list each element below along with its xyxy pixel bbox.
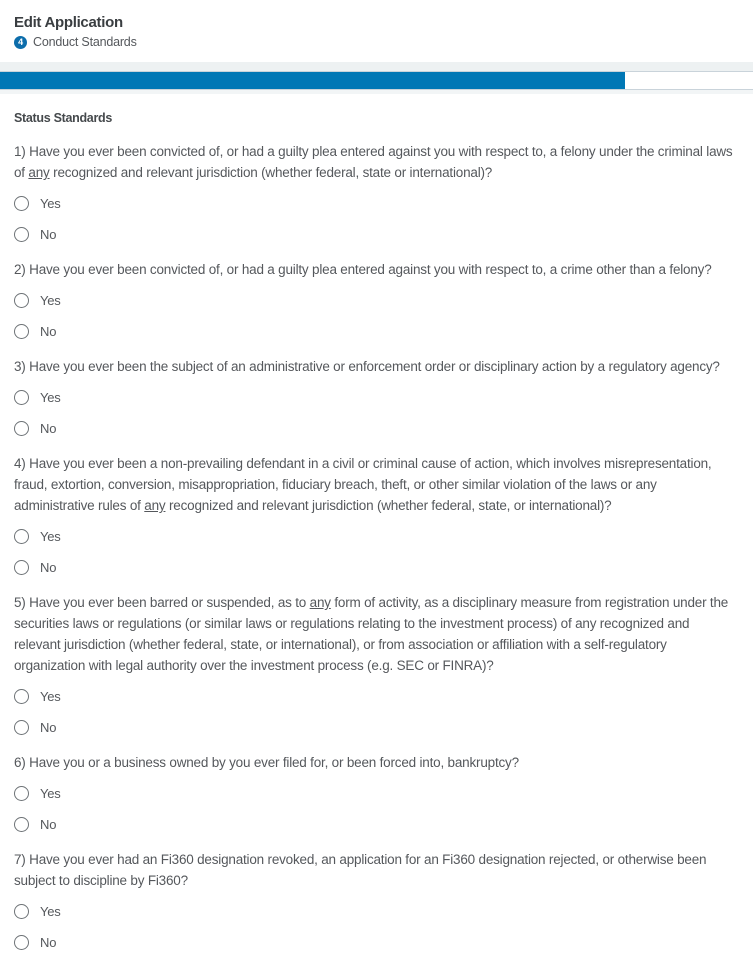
radio-option-yes[interactable] (14, 688, 61, 705)
radio-label: Yes (40, 196, 61, 211)
header-divider-band (0, 62, 753, 71)
question-block-4 (14, 453, 739, 576)
radio-label: No (40, 720, 57, 735)
question-text: 3) Have you ever been the subject of an administrative or enforcement order or disciplinary action by a regulatory agency? (14, 359, 720, 374)
radio-option-yes[interactable] (14, 389, 61, 406)
radio-option-yes[interactable] (14, 903, 61, 920)
question-text: 4) Have you ever been a non-prevailing defendant in a civil or criminal cause of action, which involves misrepresentation, fraud, extortion, conversion, misappropriation, fiduciary breach, theft, or other similar violation of the laws or any administrative rules of any recognized and relevant jurisdiction (whether federal, state, or international)? (14, 456, 712, 513)
radio-label: Yes (40, 293, 61, 308)
radio-button-icon[interactable] (14, 324, 29, 339)
question-block-3 (14, 356, 739, 437)
progress-fill (0, 72, 625, 89)
radio-button-icon[interactable] (14, 421, 29, 436)
radio-label: No (40, 560, 57, 575)
question-text: 5) Have you ever been barred or suspended, as to any form of activity, as a disciplinary measure from registration under the securities laws or regulations (or similar laws or regulations relating to the investment process) of any recognized and relevant jurisdiction (whether federal, state, or international), or from association or affiliation with a self-regulatory organization with legal authority over the investment process (e.g. SEC or FINRA)? (14, 595, 729, 673)
radio-button-icon[interactable] (14, 293, 29, 308)
questions-list (14, 141, 739, 951)
question-text: 1) Have you ever been convicted of, or had a guilty plea entered against you with respect to, a felony under the criminal laws of any recognized and relevant jurisdiction (whether federal, state or international)? (14, 144, 733, 180)
radio-label: No (40, 421, 57, 436)
section-title: Status Standards (14, 111, 113, 125)
radio-option-no[interactable] (14, 226, 56, 243)
radio-label: Yes (40, 786, 61, 801)
question-text: 6) Have you or a business owned by you ever filed for, or been forced into, bankruptcy? (14, 755, 519, 770)
page-header (0, 0, 753, 62)
progress-divider-band (0, 90, 753, 94)
page-title: Edit Application (14, 14, 123, 31)
step-number-icon: 4 (14, 36, 27, 49)
question-block-2 (14, 259, 739, 340)
question-block-6 (14, 752, 739, 833)
radio-option-yes[interactable] (14, 292, 61, 309)
radio-button-icon[interactable] (14, 904, 29, 919)
radio-button-icon[interactable] (14, 529, 29, 544)
radio-option-no[interactable] (14, 816, 56, 833)
radio-option-no[interactable] (14, 323, 56, 340)
question-text: 2) Have you ever been convicted of, or had a guilty plea entered against you with respect to, a crime other than a felony? (14, 262, 712, 277)
radio-option-yes[interactable] (14, 528, 61, 545)
step-label: Conduct Standards (33, 35, 137, 49)
progress-bar (0, 71, 753, 90)
question-text: 7) Have you ever had an Fi360 designation revoked, an application for an Fi360 designation rejected, or otherwise been subject to discipline by Fi360? (14, 852, 707, 888)
radio-button-icon[interactable] (14, 560, 29, 575)
radio-button-icon[interactable] (14, 720, 29, 735)
question-block-5 (14, 592, 739, 736)
radio-label: No (40, 817, 57, 832)
radio-button-icon[interactable] (14, 817, 29, 832)
radio-option-yes[interactable] (14, 785, 61, 802)
radio-button-icon[interactable] (14, 689, 29, 704)
radio-option-no[interactable] (14, 559, 56, 576)
radio-label: Yes (40, 390, 61, 405)
radio-button-icon[interactable] (14, 196, 29, 211)
radio-option-no[interactable] (14, 934, 56, 951)
radio-button-icon[interactable] (14, 786, 29, 801)
radio-label: Yes (40, 529, 61, 544)
radio-option-yes[interactable] (14, 195, 61, 212)
radio-button-icon[interactable] (14, 935, 29, 950)
radio-label: No (40, 935, 57, 950)
radio-button-icon[interactable] (14, 227, 29, 242)
radio-label: Yes (40, 904, 61, 919)
radio-label: Yes (40, 689, 61, 704)
question-block-1 (14, 141, 739, 243)
radio-label: No (40, 227, 57, 242)
radio-option-no[interactable] (14, 420, 56, 437)
form-content (0, 111, 753, 951)
step-indicator (14, 35, 739, 49)
radio-label: No (40, 324, 57, 339)
radio-button-icon[interactable] (14, 390, 29, 405)
radio-option-no[interactable] (14, 719, 56, 736)
question-block-7 (14, 849, 739, 951)
